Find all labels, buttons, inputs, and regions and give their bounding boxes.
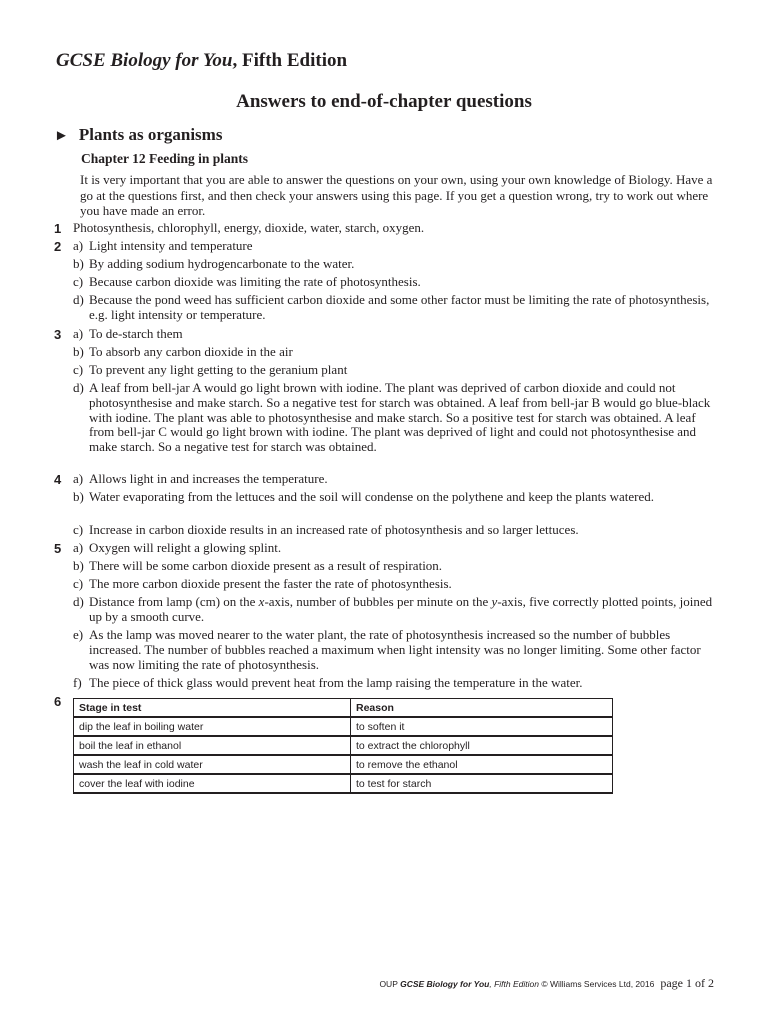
answer-3d: d) A leaf from bell-jar A would go light brown with iodine. The plant was deprived of carbon dioxide and could not photosynthesise and make starch. So a negative test for starch was obtained. A leaf from bell-jar B would go blue-black with iodine. The plant was able to photosynthesise and make starch. So a positive test for starch was obtained. A leaf from bell-jar C would go light brown with iodine. The plant was deprived of light and could not photosynthesise and make starch. So a negative test for starch was obtained.	[73, 380, 711, 455]
question-number-5: 5	[54, 541, 62, 556]
answer-5e: e) As the lamp was moved nearer to the water plant, the rate of photosynthesis increased so the number of bubbles increased. The number of bubbles reached a maximum when light intensity was no longer limiting. Some other factor was now limiting the rate of photosynthesis.	[73, 627, 701, 672]
table-cell: to extract the chlorophyll	[351, 736, 613, 755]
answer-3a: a) To de-starch them	[73, 326, 183, 341]
table-header-cell: Stage in test	[74, 699, 351, 718]
table-row	[74, 736, 613, 755]
answer-2b: b) By adding sodium hydrogencarbonate to the water.	[73, 256, 355, 271]
answer-5f: f) The piece of thick glass would prevent heat from the lamp raising the temperature in the water.	[73, 675, 583, 690]
table-cell: boil the leaf in ethanol	[74, 736, 351, 755]
answer-4a: a) Allows light in and increases the temperature.	[73, 471, 328, 486]
answer-2d: d) Because the pond weed has sufficient carbon dioxide and some other factor must be limiting the rate of photosynthesis, e.g. light intensity or temperature.	[73, 292, 710, 322]
table-row	[74, 774, 613, 793]
table-cell: dip the leaf in boiling water	[74, 717, 351, 736]
answer-2c: c) Because carbon dioxide was limiting the rate of photosynthesis.	[73, 274, 421, 289]
answer-3c: c) To prevent any light getting to the geranium plant	[73, 362, 348, 377]
table-header-cell: Reason	[351, 699, 613, 718]
section-heading: ► Plants as organisms	[54, 125, 223, 144]
table-cell: to test for starch	[351, 774, 613, 793]
leaf-starch-test-table	[73, 698, 613, 794]
intro-paragraph: It is very important that you are able to answer the questions on your own, using your own knowledge of Biology. Have a go at the questions first, and then check your answers using this page. If you get a question wrong, try to work out where you have made an error.	[80, 172, 713, 218]
answer-1: Photosynthesis, chlorophyll, energy, dioxide, water, starch, oxygen.	[73, 220, 425, 235]
page-footer: OUP GCSE Biology for You, Fifth Edition © Williams Services Ltd, 2016 page 1 of 2	[379, 976, 714, 990]
table-row	[74, 755, 613, 774]
answer-4c: c) Increase in carbon dioxide results in an increased rate of photosynthesis and so larger lettuces.	[73, 522, 579, 537]
question-number-2: 2	[54, 239, 62, 254]
page-number: page 1 of 2	[660, 976, 714, 990]
table-header-row	[74, 699, 613, 718]
table-cell: to soften it	[351, 717, 613, 736]
table-cell: to remove the ethanol	[351, 755, 613, 774]
answer-4b: b) Water evaporating from the lettuces and the soil will condense on the polythene and keep the plants watered.	[73, 489, 654, 504]
table-row	[74, 717, 613, 736]
answer-3b: b) To absorb any carbon dioxide in the air	[73, 344, 293, 359]
answer-5d: d) Distance from lamp (cm) on the x-axis, number of bubbles per minute on the y-axis, five correctly plotted points, joined up by a smooth curve.	[73, 594, 713, 624]
triangle-arrow-icon: ►	[54, 128, 69, 144]
question-number-3: 3	[54, 327, 62, 342]
answer-2a: a) Light intensity and temperature	[73, 238, 253, 253]
question-number-1: 1	[54, 221, 62, 236]
table-cell: cover the leaf with iodine	[74, 774, 351, 793]
question-number-4: 4	[54, 472, 62, 487]
answer-5b: b) There will be some carbon dioxide present as a result of respiration.	[73, 558, 443, 573]
book-title: GCSE Biology for You, Fifth Edition	[56, 50, 348, 71]
answer-5a: a) Oxygen will relight a glowing splint.	[73, 540, 282, 555]
question-number-6: 6	[54, 694, 62, 709]
answer-5c: c) The more carbon dioxide present the faster the rate of photosynthesis.	[73, 576, 452, 591]
page-title: Answers to end-of-chapter questions	[236, 91, 532, 112]
table-cell: wash the leaf in cold water	[74, 755, 351, 774]
chapter-heading: Chapter 12 Feeding in plants	[81, 151, 249, 166]
